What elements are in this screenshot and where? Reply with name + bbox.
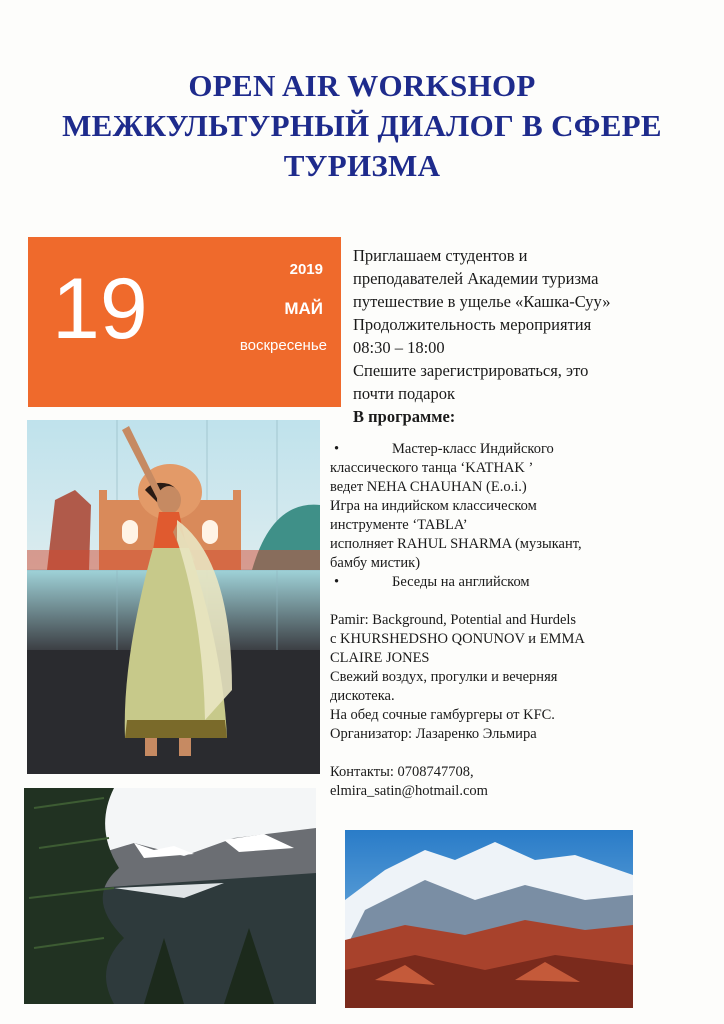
title-line-3: ТУРИЗМА bbox=[283, 148, 441, 183]
event-time: 08:30 – 18:00 bbox=[353, 338, 445, 357]
program-line: классического танца ‘KATHAK ’ bbox=[330, 460, 534, 476]
forest-mountain-photo bbox=[24, 788, 316, 1004]
date-weekday: воскресенье bbox=[239, 337, 327, 354]
intro-line: почти подарок bbox=[353, 384, 455, 403]
mountain-peaks-photo bbox=[345, 830, 633, 1008]
organizer: Организатор: Лазаренко Эльмира bbox=[330, 726, 537, 742]
talk-line: с KHURSHEDSHO QONUNOV и EMMA bbox=[330, 631, 585, 647]
bullet-icon: • bbox=[334, 441, 340, 457]
extra-line: дискотека. bbox=[330, 688, 395, 704]
extra-line: На обед сочные гамбургеры от KFC. bbox=[330, 707, 555, 723]
talk-line: Pamir: Background, Potential and Hurdels bbox=[330, 612, 577, 628]
program-section bbox=[330, 440, 700, 801]
talk-line: CLAIRE JONES bbox=[330, 650, 430, 666]
date-block bbox=[28, 237, 341, 407]
intro-line: Продолжительность мероприятия bbox=[353, 315, 592, 334]
program-item-dance bbox=[330, 440, 700, 459]
intro-line: преподавателей Академии туризма bbox=[353, 269, 599, 288]
extra-line: Свежий воздух, прогулки и вечерняя bbox=[330, 669, 558, 685]
dancer-photo bbox=[27, 420, 320, 774]
program-line: инструменте ‘TABLA’ bbox=[330, 517, 468, 533]
intro-line: Спешите зарегистрироваться, это bbox=[353, 361, 589, 380]
date-day: 19 bbox=[52, 261, 148, 357]
date-month: МАЙ bbox=[284, 299, 323, 318]
program-heading: В программе: bbox=[353, 407, 456, 426]
program-item-english bbox=[330, 573, 700, 592]
title-line-1: OPEN AIR WORKSHOP bbox=[188, 68, 536, 103]
program-line: исполняет RAHUL SHARMA (музыкант, bbox=[330, 536, 582, 552]
contact-email: elmira_satin@hotmail.com bbox=[330, 783, 488, 799]
program-line: Игра на индийском классическом bbox=[330, 498, 537, 514]
program-line: Беседы на английском bbox=[392, 574, 530, 590]
bullet-icon: • bbox=[334, 574, 340, 590]
date-year: 2019 bbox=[289, 261, 323, 278]
program-line: Мастер-класс Индийского bbox=[392, 441, 554, 457]
program-line: бамбу мистик) bbox=[330, 555, 421, 571]
contact-phone: Контакты: 0708747708, bbox=[330, 764, 474, 780]
page-title bbox=[0, 66, 724, 186]
intro-line: Приглашаем студентов и bbox=[353, 246, 528, 265]
intro-line: путешествие в ущелье «Кашка-Суу» bbox=[353, 292, 611, 311]
program-line: ведет NEHA CHAUHAN (E.o.i.) bbox=[330, 479, 527, 495]
title-line-2: МЕЖКУЛЬТУРНЫЙ ДИАЛОГ В СФЕРЕ bbox=[62, 108, 662, 143]
invitation-text bbox=[353, 244, 698, 428]
